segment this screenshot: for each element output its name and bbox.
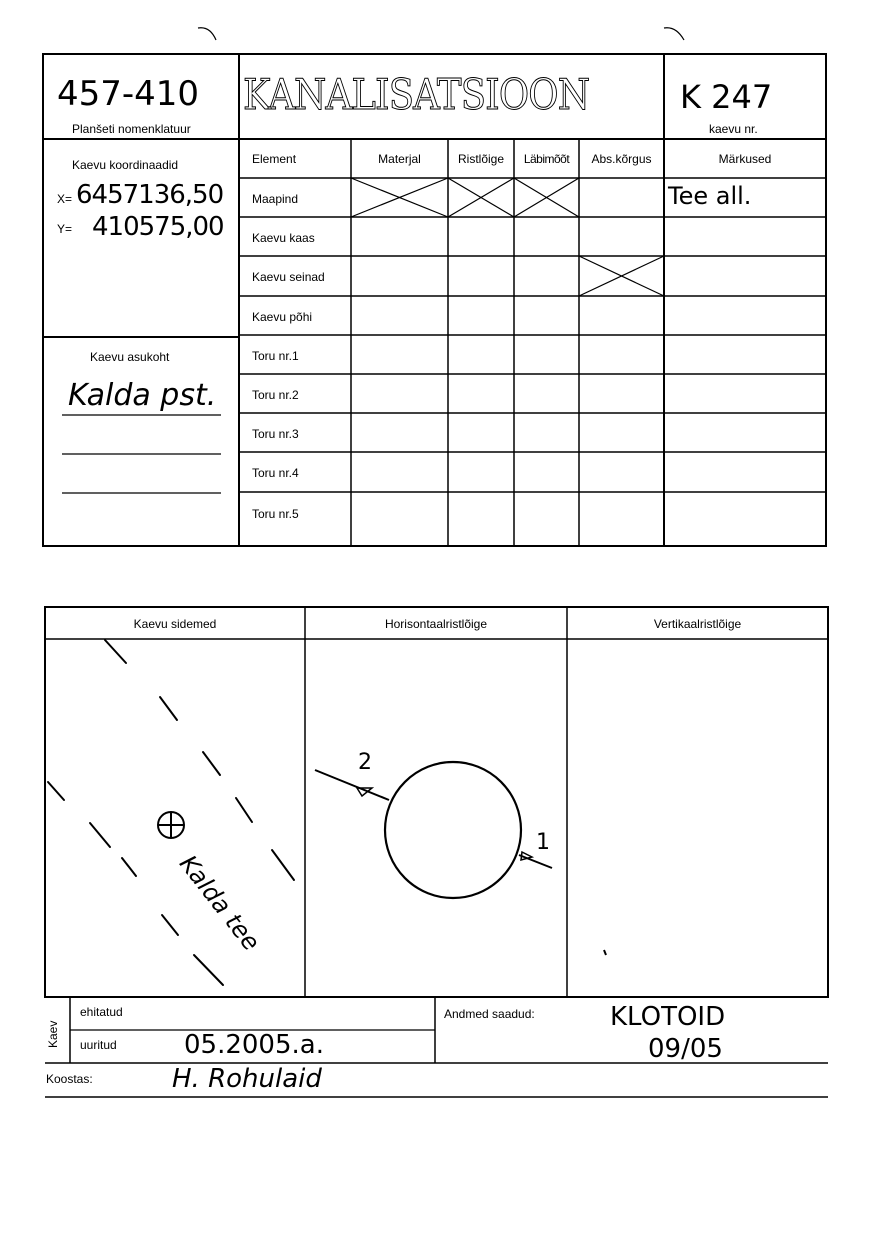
koostas-label: Koostas:	[46, 1072, 93, 1086]
andmed-value: KLOTOID	[610, 1002, 726, 1032]
plan-label: Planšeti nomenklatuur	[72, 122, 191, 136]
row-kaevu-kaas: Kaevu kaas	[252, 231, 315, 245]
row-kaevu-seinad: Kaevu seinad	[252, 270, 325, 284]
koostas-value: H. Rohulaid	[172, 1064, 322, 1094]
x-prefix: X=	[57, 192, 73, 206]
plan-number: 457-410	[57, 74, 200, 114]
well-label: kaevu nr.	[709, 122, 758, 136]
pipe-1-label: 1	[536, 830, 550, 855]
sketch-col-vertikaal: Vertikaalristlõige	[653, 617, 742, 631]
y-value: 410575,00	[92, 212, 224, 242]
street-label: Kalda tee	[173, 850, 266, 957]
form-title: KANALISATSIOON	[243, 70, 590, 119]
pipe-2-label: 2	[358, 750, 372, 775]
sketch-col-horisontaal: Horisontaalristlõige	[384, 617, 488, 631]
row-kaevu-pohi: Kaevu põhi	[252, 310, 313, 324]
andmed-date: 09/05	[648, 1034, 723, 1064]
row-toru-3: Toru nr.3	[252, 427, 299, 441]
well-number: K 247	[680, 78, 773, 116]
row-toru-4: Toru nr.4	[252, 466, 299, 480]
col-ristloige: Ristlõige	[457, 152, 505, 166]
maapind-note: Tee all.	[668, 182, 752, 210]
location-label: Kaevu asukoht	[90, 350, 170, 364]
andmed-label: Andmed saadud:	[444, 1007, 535, 1021]
y-prefix: Y=	[57, 222, 73, 236]
row-maapind: Maapind	[252, 192, 299, 206]
row-toru-1: Toru nr.1	[252, 349, 299, 363]
x-value: 6457136,50	[76, 180, 224, 210]
uuritud-label: uuritud	[80, 1038, 117, 1052]
col-materjal: Materjal	[378, 152, 421, 166]
row-toru-2: Toru nr.2	[252, 388, 299, 402]
kaev-label: Kaev	[46, 1020, 60, 1048]
uuritud-value: 05.2005.a.	[184, 1030, 324, 1060]
col-abs-korgus: Abs.kõrgus	[591, 152, 652, 166]
col-labimoot: Läbimõõt	[523, 152, 570, 166]
coordinates-label: Kaevu koordinaadid	[72, 158, 179, 172]
sketch-col-sidemed: Kaevu sidemed	[133, 617, 217, 631]
location-value: Kalda pst.	[68, 378, 217, 413]
col-markused: Märkused	[718, 152, 772, 166]
col-element: Element	[252, 152, 297, 166]
row-toru-5: Toru nr.5	[252, 507, 299, 521]
ehitatud-label: ehitatud	[80, 1005, 123, 1019]
